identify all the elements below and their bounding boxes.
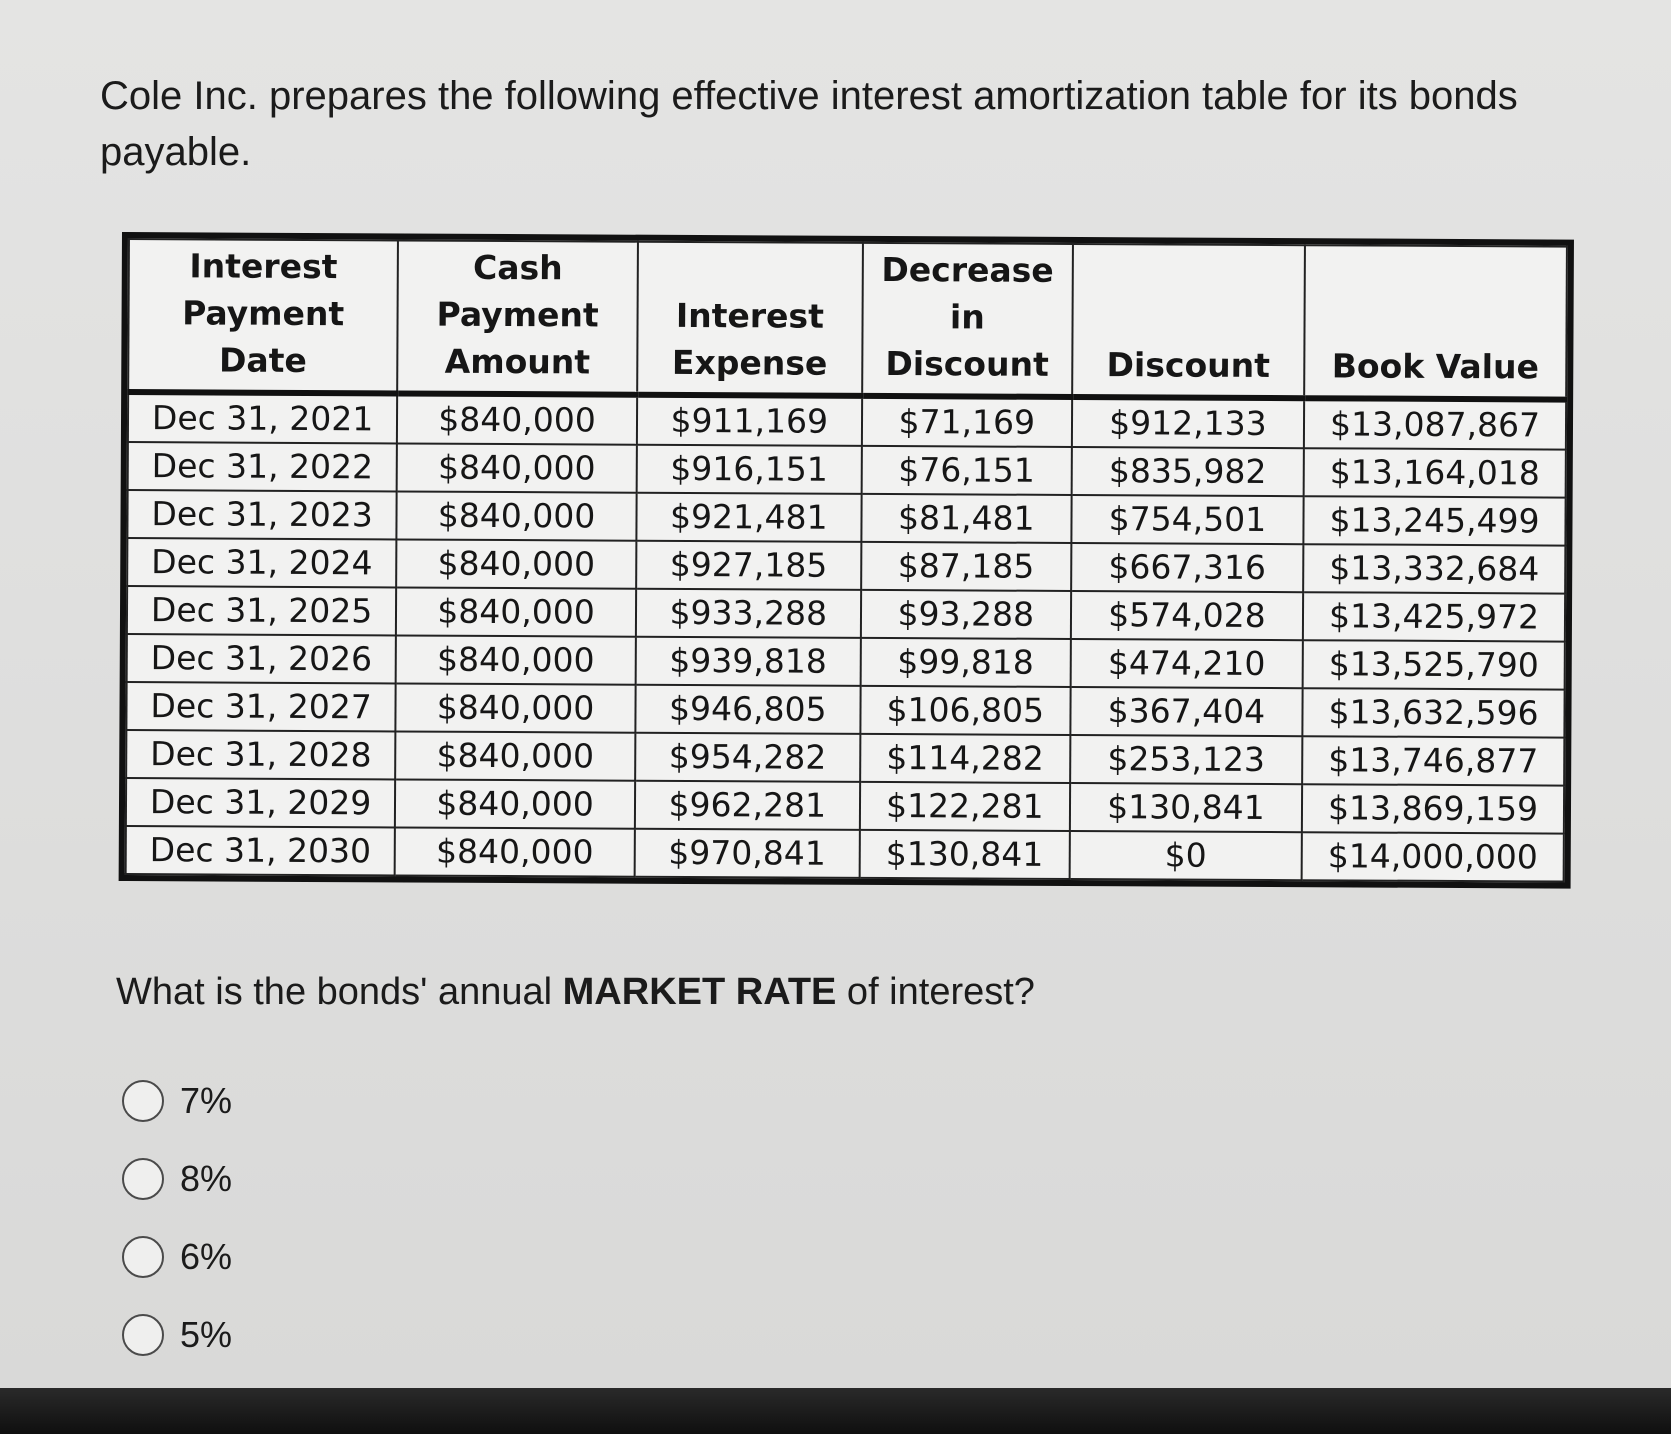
cell-decrease: $122,281: [860, 782, 1070, 831]
prompt-text-after: of interest?: [836, 971, 1035, 1013]
cell-decrease: $130,841: [859, 830, 1069, 879]
cell-book-value: $14,000,000: [1302, 832, 1564, 881]
radio-button[interactable]: [122, 1314, 164, 1356]
answer-options: [122, 1062, 232, 1374]
cell-date: Dec 31, 2021: [128, 392, 398, 443]
cell-book-value: $13,332,684: [1303, 544, 1565, 593]
cell-interest: $921,481: [636, 493, 861, 542]
cell-discount: $912,133: [1072, 397, 1305, 448]
option-5-percent[interactable]: [122, 1296, 232, 1374]
table-row: [127, 586, 1565, 642]
cell-decrease: $99,818: [860, 638, 1070, 687]
table-row: [127, 490, 1565, 546]
cell-decrease: $71,169: [862, 396, 1072, 447]
cell-discount: $253,123: [1070, 735, 1302, 784]
cell-book-value: $13,245,499: [1303, 496, 1565, 545]
cell-discount: $754,501: [1071, 495, 1303, 544]
option-6-percent[interactable]: [122, 1218, 232, 1296]
cell-book-value: $13,425,972: [1303, 592, 1565, 641]
cell-decrease: $93,288: [861, 590, 1071, 639]
cell-date: Dec 31, 2026: [127, 634, 396, 683]
question-intro: Cole Inc. prepares the following effective interest amortization table for its bonds payable.: [100, 74, 1518, 174]
prompt-text-before: What is the bonds' annual: [116, 971, 563, 1013]
cell-decrease: $87,185: [861, 542, 1071, 591]
cell-cash: $840,000: [395, 779, 635, 828]
cell-book-value: $13,632,596: [1302, 688, 1564, 737]
cell-discount: $0: [1069, 831, 1301, 880]
cell-date: Dec 31, 2030: [126, 826, 395, 875]
table-row: [128, 442, 1566, 498]
option-label[interactable]: 5%: [180, 1314, 233, 1355]
table-header-row: [128, 239, 1567, 400]
radio-button[interactable]: [122, 1236, 164, 1278]
cell-discount: $667,316: [1071, 543, 1303, 592]
option-label[interactable]: 7%: [180, 1080, 233, 1121]
cell-cash: $840,000: [395, 827, 635, 876]
prompt-text-bold: MARKET RATE: [562, 971, 837, 1013]
amortization-table: [119, 232, 1574, 889]
cell-date: Dec 31, 2024: [127, 538, 396, 587]
option-label[interactable]: 8%: [180, 1158, 233, 1199]
option-8-percent[interactable]: [122, 1140, 232, 1218]
radio-button[interactable]: [122, 1158, 164, 1200]
cell-interest: $946,805: [635, 685, 860, 734]
header-book-value: Book Value: [1304, 245, 1567, 399]
cell-interest: $939,818: [636, 637, 861, 686]
header-interest-payment-date: Interest Payment Date: [128, 239, 398, 393]
cell-cash: $840,000: [397, 443, 637, 492]
cell-decrease: $81,481: [861, 494, 1071, 543]
cell-date: Dec 31, 2028: [126, 730, 395, 779]
cell-date: Dec 31, 2027: [126, 682, 395, 731]
question-prompt: [116, 966, 1035, 1018]
cell-cash: $840,000: [396, 683, 636, 732]
cell-book-value: $13,164,018: [1304, 448, 1566, 497]
cell-cash: $840,000: [395, 731, 635, 780]
monitor-bezel: [0, 1388, 1671, 1434]
radio-button[interactable]: [122, 1080, 164, 1122]
cell-book-value: $13,746,877: [1302, 736, 1564, 785]
cell-interest: $916,151: [637, 445, 862, 494]
table-row: [128, 392, 1566, 450]
table-row: [126, 682, 1564, 738]
option-label[interactable]: 6%: [180, 1236, 233, 1277]
cell-date: Dec 31, 2022: [128, 442, 397, 491]
cell-discount: $367,404: [1070, 687, 1302, 736]
table-row: [127, 538, 1565, 594]
cell-interest: $954,282: [635, 733, 860, 782]
header-interest-expense: Interest Expense: [637, 242, 863, 396]
option-7-percent[interactable]: [122, 1062, 232, 1140]
cell-decrease: $106,805: [860, 686, 1070, 735]
cell-interest: $970,841: [635, 829, 860, 878]
cell-date: Dec 31, 2029: [126, 778, 395, 827]
header-discount: Discount: [1072, 244, 1305, 398]
cell-date: Dec 31, 2025: [127, 586, 396, 635]
cell-discount: $835,982: [1071, 447, 1303, 496]
cell-book-value: $13,087,867: [1304, 398, 1566, 449]
cell-cash: $840,000: [397, 393, 637, 444]
cell-cash: $840,000: [396, 635, 636, 684]
table-row: [126, 730, 1564, 786]
cell-interest: $962,281: [635, 781, 860, 830]
cell-interest: $911,169: [637, 395, 862, 446]
cell-interest: $933,288: [636, 589, 861, 638]
cell-cash: $840,000: [397, 491, 637, 540]
table-row: [126, 778, 1564, 834]
cell-cash: $840,000: [396, 539, 636, 588]
cell-discount: $574,028: [1071, 591, 1303, 640]
cell-cash: $840,000: [396, 587, 636, 636]
cell-book-value: $13,525,790: [1303, 640, 1565, 689]
cell-interest: $927,185: [636, 541, 861, 590]
cell-decrease: $114,282: [860, 734, 1070, 783]
cell-book-value: $13,869,159: [1302, 784, 1564, 833]
cell-decrease: $76,151: [861, 446, 1071, 495]
cell-discount: $130,841: [1070, 783, 1302, 832]
table-row: [127, 634, 1565, 690]
header-decrease-in-discount: Decrease in Discount: [862, 243, 1073, 397]
table-row: [126, 826, 1564, 882]
header-cash-payment-amount: Cash Payment Amount: [397, 240, 637, 394]
cell-discount: $474,210: [1070, 639, 1302, 688]
cell-date: Dec 31, 2023: [127, 490, 396, 539]
